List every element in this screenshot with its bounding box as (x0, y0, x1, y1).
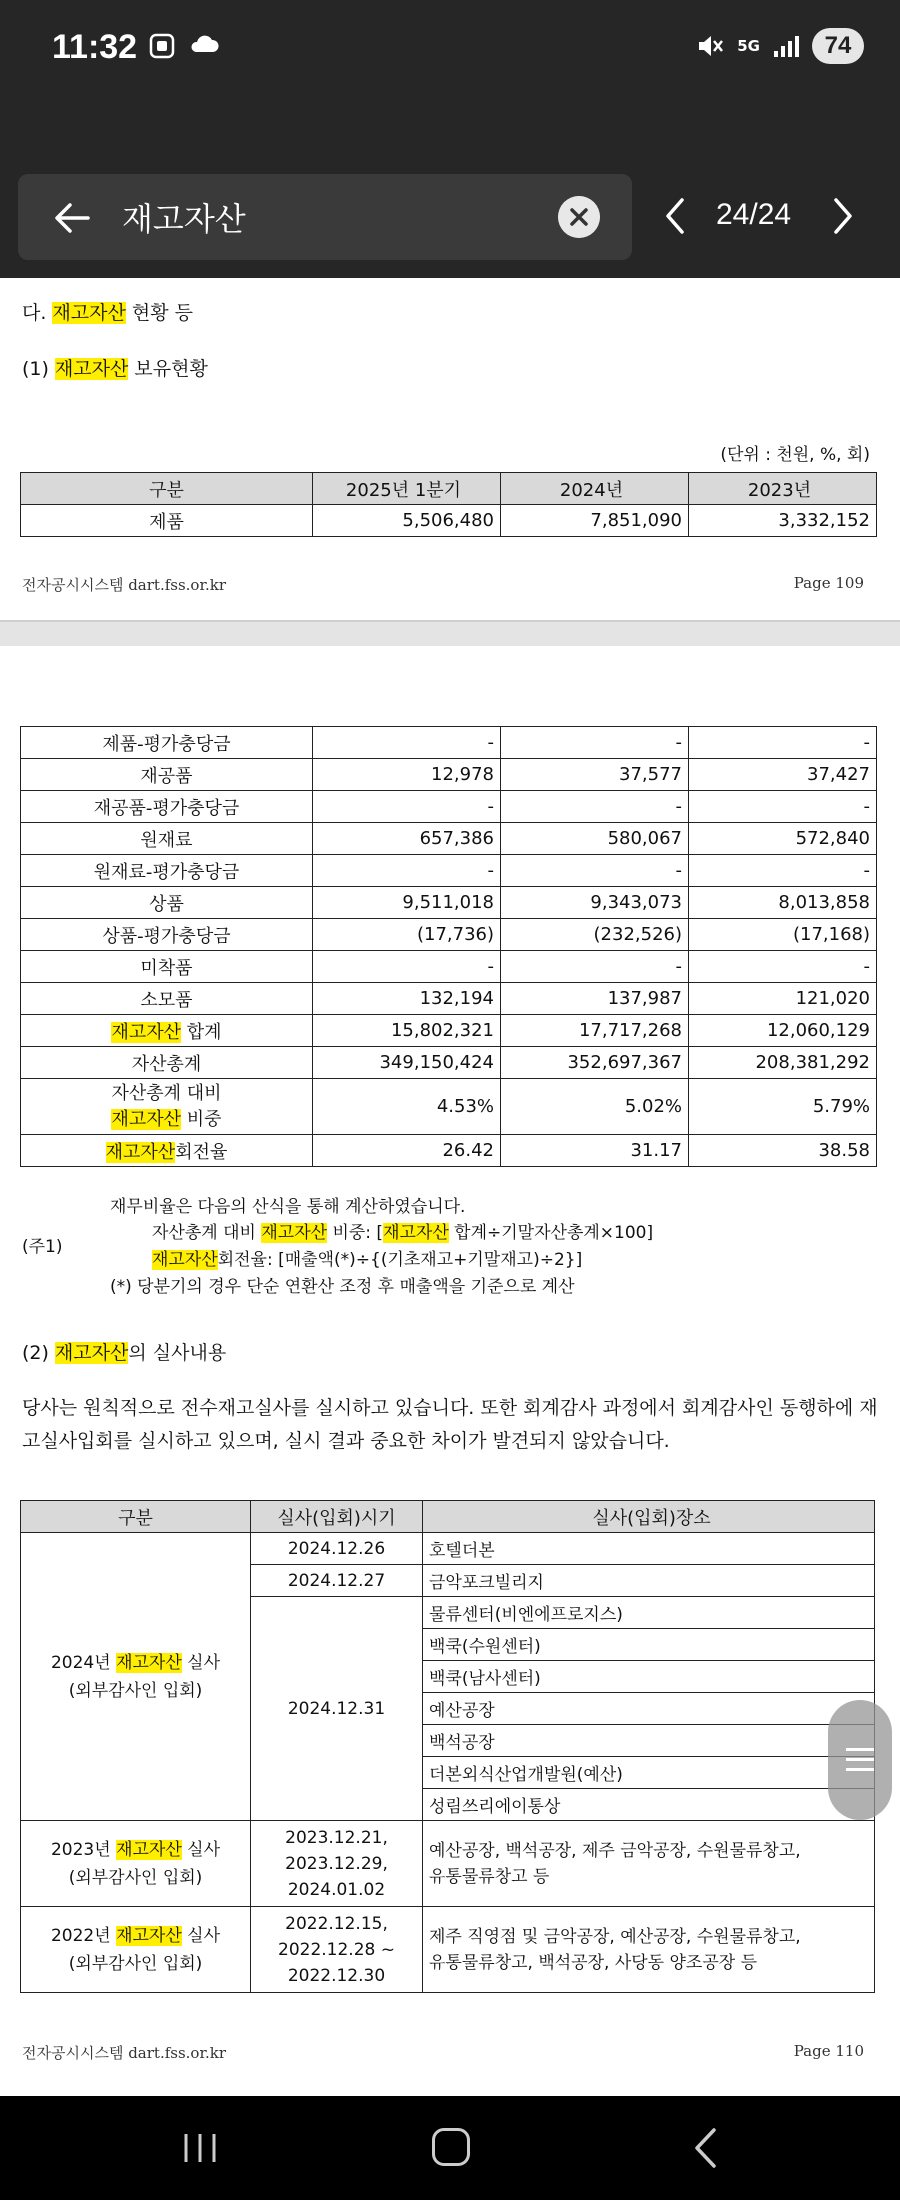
table-row (21, 855, 877, 887)
cell-value: - (313, 791, 501, 823)
subsection-heading-1 (22, 354, 208, 381)
cell-value: 8,013,858 (689, 887, 877, 919)
cell-value: - (501, 855, 689, 887)
row-label: 미착품 (21, 951, 313, 983)
chevron-left-icon[interactable] (660, 196, 690, 236)
table-header: 구분 (21, 473, 313, 505)
page-footer-source: 전자공시시스템 dart.fss.or.kr (22, 2044, 227, 2062)
cell-value: 38.58 (689, 1135, 877, 1167)
inspection-place: 호텔더본 (423, 1533, 875, 1565)
row-label: 자산총계 (21, 1047, 313, 1079)
cell-value: 352,697,367 (501, 1047, 689, 1079)
heading-text: 다. (22, 302, 53, 324)
inspection-dates (251, 1907, 423, 1993)
document-page-110 (0, 646, 900, 2096)
cell-value: 12,060,129 (689, 1015, 877, 1047)
group-sub: (외부감사인 입회) (68, 1867, 203, 1888)
row-label: 재공품 (21, 759, 313, 791)
inventory-table-continued (20, 726, 877, 1167)
group-text: 실사 (181, 1839, 221, 1860)
row-label: 제품-평가충당금 (21, 727, 313, 759)
highlight-match: 재고자산 (152, 1250, 218, 1270)
home-icon[interactable] (432, 2128, 470, 2166)
table-header: 2025년 1분기 (313, 473, 501, 505)
row-label: 제품 (21, 505, 313, 537)
status-icons-right (695, 28, 864, 64)
inspection-table (20, 1500, 875, 1993)
highlight-match: 재고자산 (111, 1021, 182, 1043)
group-label-2024 (21, 1533, 251, 1821)
table-row (21, 791, 877, 823)
cell-value: (232,526) (501, 919, 689, 951)
cell-value: (17,736) (313, 919, 501, 951)
table-row (21, 823, 877, 855)
highlight-match: 재고자산 (54, 358, 129, 380)
table-header: 실사(입회)장소 (423, 1501, 875, 1533)
mute-icon (695, 31, 725, 61)
match-counter: 24/24 (716, 198, 792, 231)
group-label-2023 (21, 1821, 251, 1907)
table-header: 2024년 (501, 473, 689, 505)
status-icons-left (148, 32, 220, 60)
row-label (21, 1135, 313, 1167)
cell-value: - (313, 727, 501, 759)
heading-text: 보유현황 (128, 358, 208, 380)
cell-value: 37,427 (689, 759, 877, 791)
inventory-table-top (20, 472, 877, 537)
cell-value: - (501, 727, 689, 759)
group-label-2022 (21, 1907, 251, 1993)
cell-value: 572,840 (689, 823, 877, 855)
heading-text: 현황 등 (125, 302, 194, 324)
row-label: 상품-평가충당금 (21, 919, 313, 951)
cell-value: - (689, 855, 877, 887)
table-row (21, 887, 877, 919)
row-label-text: 비중 (181, 1108, 222, 1130)
table-row (21, 1533, 875, 1565)
highlight-match: 재고자산 (116, 1839, 182, 1860)
table-row (21, 1907, 875, 1993)
table-row (21, 1135, 877, 1167)
cell-value: 12,978 (313, 759, 501, 791)
inspection-place: 금악포크빌리지 (423, 1565, 875, 1597)
cell-value: 9,511,018 (313, 887, 501, 919)
cell-value: 137,987 (501, 983, 689, 1015)
network-type: 5G (737, 37, 760, 55)
cell-value: 15,802,321 (313, 1015, 501, 1047)
place-line: 유통물류창고 등 (429, 1866, 550, 1887)
signal-icon (772, 33, 800, 59)
section-heading-da (22, 298, 193, 325)
inspection-place: 예산공장 (423, 1693, 875, 1725)
heading-text: (1) (22, 358, 55, 380)
table-row (21, 1079, 877, 1135)
inspection-dates (251, 1821, 423, 1907)
highlight-match: 재고자산 (116, 1925, 182, 1946)
row-label (21, 1015, 313, 1047)
cell-value: 5.02% (501, 1079, 689, 1135)
cell-value: 5,506,480 (313, 505, 501, 537)
group-sub: (외부감사인 입회) (68, 1680, 203, 1701)
cell-value: - (689, 951, 877, 983)
note-line: 재무비율은 다음의 산식을 통해 계산하였습니다. (110, 1197, 466, 1217)
table-row (21, 727, 877, 759)
inspection-paragraph: 당사는 원칙적으로 전수재고실사를 실시하고 있습니다. 또한 회계감사 과정에서 회계감사인 동행하에 재고실사입회를 실시하고 있으며, 실시 결과 중요한 차이가 발견되지 않았습니다. (22, 1397, 878, 1452)
heading-text: (2) (22, 1342, 55, 1364)
cell-value: 4.53% (313, 1079, 501, 1135)
back-arrow-icon[interactable] (50, 196, 94, 240)
page-footer-number: Page 110 (793, 2042, 864, 2060)
cell-value: 17,717,268 (501, 1015, 689, 1047)
page-separator (0, 620, 900, 646)
unit-note: (단위 : 천원, %, 회) (720, 445, 870, 465)
ratio-notes (22, 1188, 882, 1300)
date-line: 2022.12.15, (285, 1913, 388, 1934)
group-text: 실사 (181, 1652, 221, 1673)
cell-value: 132,194 (313, 983, 501, 1015)
table-header-row (21, 473, 877, 505)
group-text: 2024년 (50, 1652, 117, 1673)
cell-value: - (689, 791, 877, 823)
page-footer-number: Page 109 (793, 574, 864, 592)
table-row (21, 1015, 877, 1047)
table-row (21, 1047, 877, 1079)
status-bar (0, 0, 900, 100)
row-label-text: 합계 (181, 1021, 222, 1043)
heading-text: 의 실사내용 (128, 1342, 227, 1364)
table-row (21, 951, 877, 983)
table-row (21, 759, 877, 791)
note-text: 회전율: [매출액(*)÷{(기초재고+기말재고)÷2}] (217, 1250, 583, 1270)
row-label-text: 회전율 (175, 1141, 228, 1163)
row-label: 상품 (21, 887, 313, 919)
highlight-match: 재고자산 (383, 1223, 449, 1243)
row-label-text: 자산총계 대비 (111, 1082, 222, 1104)
handle-line (846, 1748, 874, 1751)
top-app-bar (0, 0, 900, 278)
cell-value: - (689, 727, 877, 759)
place-line: 예산공장, 백석공장, 제주 금악공장, 수원물류창고, (429, 1840, 801, 1861)
inspection-date: 2024.12.26 (251, 1533, 423, 1565)
handle-line (846, 1758, 874, 1761)
date-line: 2023.12.29, (285, 1853, 388, 1874)
row-label: 재공품-평가충당금 (21, 791, 313, 823)
place-line: 제주 직영점 및 금악공장, 예산공장, 수원물류창고, (429, 1926, 801, 1947)
highlight-match: 재고자산 (111, 1108, 182, 1130)
search-bar (18, 174, 632, 260)
date-line: 2024.01.02 (287, 1879, 386, 1900)
inspection-place: 성림쓰리에이통상 (423, 1789, 875, 1821)
cell-value: 37,577 (501, 759, 689, 791)
handle-line (846, 1768, 874, 1771)
row-label (21, 1079, 313, 1135)
table-header: 구분 (21, 1501, 251, 1533)
table-header: 실사(입회)시기 (251, 1501, 423, 1533)
cell-value: 208,381,292 (689, 1047, 877, 1079)
row-label: 소모품 (21, 983, 313, 1015)
cell-value: 7,851,090 (501, 505, 689, 537)
inspection-places (423, 1821, 875, 1907)
note-text: 자산총계 대비 (152, 1223, 262, 1243)
group-sub: (외부감사인 입회) (68, 1953, 203, 1974)
date-line: 2022.12.30 (287, 1965, 386, 1986)
cell-value: 5.79% (689, 1079, 877, 1135)
search-input[interactable]: 재고자산 (122, 200, 246, 238)
highlight-match: 재고자산 (52, 302, 126, 324)
cell-value: - (313, 855, 501, 887)
inspection-date: 2024.12.31 (251, 1597, 423, 1821)
highlight-match: 재고자산 (116, 1652, 182, 1673)
group-text: 실사 (181, 1925, 221, 1946)
highlight-match: 재고자산 (54, 1342, 129, 1364)
cell-value: (17,168) (689, 919, 877, 951)
recents-icon[interactable] (180, 2130, 220, 2166)
highlight-match: 재고자산 (261, 1223, 328, 1243)
table-header-row (21, 1501, 875, 1533)
battery-level: 74 (812, 28, 864, 64)
note-line (152, 1218, 653, 1243)
inspection-date: 2024.12.27 (251, 1565, 423, 1597)
note-line: (*) 당분기의 경우 단순 연환산 조정 후 매출액을 기준으로 계산 (110, 1277, 575, 1297)
highlight-match: 재고자산 (105, 1141, 176, 1163)
cell-value: - (501, 951, 689, 983)
cell-value: 580,067 (501, 823, 689, 855)
cell-value: 9,343,073 (501, 887, 689, 919)
cell-value: 3,332,152 (689, 505, 877, 537)
page-footer-source: 전자공시시스템 dart.fss.or.kr (22, 576, 227, 594)
table-row (21, 919, 877, 951)
note-text: 비중: [ (327, 1223, 384, 1243)
system-navigation-bar (0, 2096, 900, 2200)
date-line: 2023.12.21, (285, 1827, 388, 1848)
group-text: 2023년 (50, 1839, 117, 1860)
table-row (21, 983, 877, 1015)
cell-value: 349,150,424 (313, 1047, 501, 1079)
inspection-place: 백석공장 (423, 1725, 875, 1757)
cell-value: - (501, 791, 689, 823)
clear-icon[interactable] (558, 196, 600, 238)
cell-value: 121,020 (689, 983, 877, 1015)
inspection-place: 물류센터(비엔에프로지스) (423, 1597, 875, 1629)
cell-value: 31.17 (501, 1135, 689, 1167)
chevron-right-icon[interactable] (828, 196, 858, 236)
table-header: 2023년 (689, 473, 877, 505)
place-line: 유통물류창고, 백석공장, 사당동 양조공장 등 (429, 1952, 758, 1973)
status-time: 11:32 (52, 28, 138, 66)
cloud-icon (188, 32, 220, 56)
cell-value: 26.42 (313, 1135, 501, 1167)
nav-back-icon[interactable] (690, 2126, 720, 2170)
inspection-place: 백쿡(수원센터) (423, 1629, 875, 1661)
scroll-handle-icon[interactable] (828, 1700, 892, 1820)
document-page-109 (0, 278, 900, 620)
note-line (152, 1245, 582, 1270)
inspection-places (423, 1907, 875, 1993)
cell-value: 657,386 (313, 823, 501, 855)
group-text: 2022년 (50, 1925, 117, 1946)
row-label: 원재료 (21, 823, 313, 855)
note-text: 합계÷기말자산총계×100] (448, 1223, 654, 1243)
table-row (21, 505, 877, 537)
subsection-heading-2 (22, 1338, 226, 1365)
row-label: 원재료-평가충당금 (21, 855, 313, 887)
cell-value: - (313, 951, 501, 983)
table-row (21, 1821, 875, 1907)
inspection-place: 백쿡(남사센터) (423, 1661, 875, 1693)
note-label: (주1) (22, 1237, 63, 1257)
screenshot-icon (148, 32, 176, 60)
date-line: 2022.12.28 ~ (278, 1939, 395, 1960)
inspection-place: 더본외식산업개발원(예산) (423, 1757, 875, 1789)
